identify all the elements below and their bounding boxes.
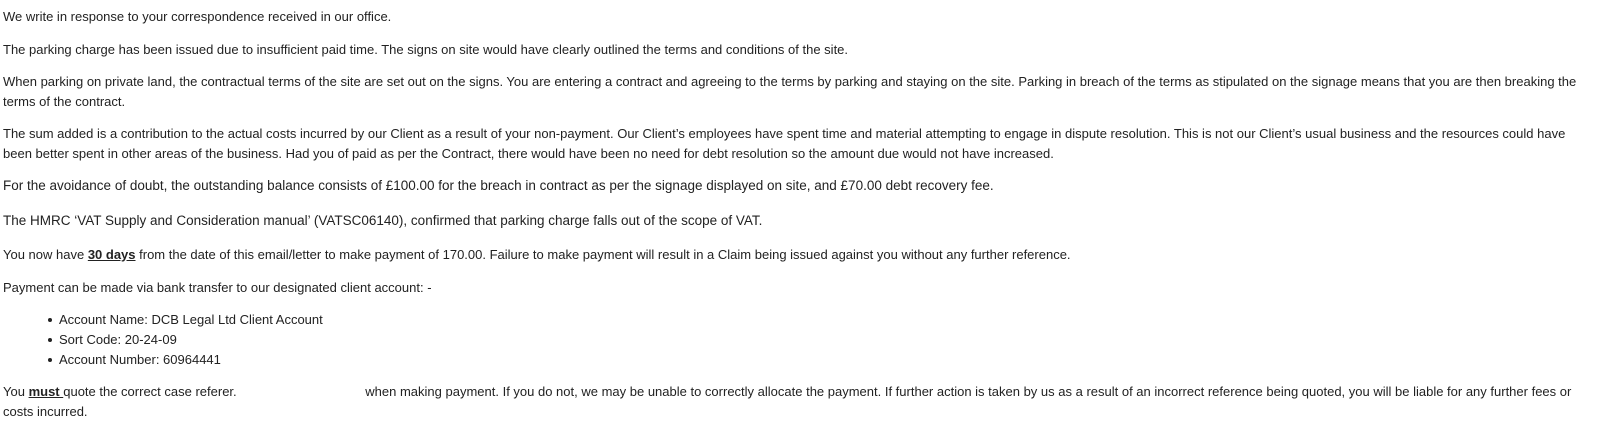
- account-number-text: Account Number: 60964441: [59, 352, 221, 367]
- bullet-icon: [48, 338, 52, 342]
- redacted-reference: [237, 386, 362, 398]
- reference-text-middle: quote the correct case referer.: [63, 384, 237, 399]
- paragraph-costs: The sum added is a contribution to the actual costs incurred by our Client as a result of your non-payment. Our Client’s employees have spent time and material attempting to engage in dispute resolution. This is not our Client’s usual business and the resources could have been better spent in other areas of the business. Had you of paid as per the Contract, there would have been no need for debt resolution so the amount due would not have increased.: [3, 126, 1566, 161]
- account-name-text: Account Name: DCB Legal Ltd Client Account: [59, 312, 323, 327]
- reference-emphasis: must: [28, 384, 64, 399]
- paragraph-contract-terms: When parking on private land, the contractual terms of the site are set out on the signs. You are entering a contract and agreeing to the terms by parking and staying on the site. Parking in breach of the terms as stipulated on the signage means that you are then breaking the terms of the contract.: [3, 74, 1577, 109]
- reference-text-after: when making payment. If you do not, we may be unable to correctly allocate the payment. If further action is taken by us as a result of an incorrect reference being quoted, you will be liable for any further fees or costs incurred.: [3, 384, 1572, 419]
- account-number-item: [59, 350, 1595, 370]
- deadline-text-after: from the date of this email/letter to make payment of 170.00. Failure to make payment will result in a Claim being issued against you without any further reference.: [135, 247, 1071, 262]
- bullet-icon: [48, 318, 52, 322]
- paragraph-charge-reason: The parking charge has been issued due to insufficient paid time. The signs on site would have clearly outlined the terms and conditions of the site.: [3, 41, 849, 57]
- bullet-icon: [48, 358, 52, 362]
- sort-code-item: [59, 330, 1595, 350]
- reference-text-before: You: [3, 384, 29, 399]
- paragraph-balance: For the avoidance of doubt, the outstanding balance consists of £100.00 for the breach in contract as per the signage displayed on site, and £70.00 debt recovery fee.: [3, 178, 994, 193]
- deadline-emphasis: 30 days: [87, 247, 136, 262]
- account-name-item: [59, 310, 1595, 330]
- paragraph-intro: We write in response to your correspondence received in our office.: [3, 9, 392, 24]
- account-details-list: [3, 310, 1595, 370]
- sort-code-text: Sort Code: 20-24-09: [59, 332, 177, 347]
- paragraph-reference: [3, 382, 1595, 421]
- paragraph-payment-method: Payment can be made via bank transfer to our designated client account: -: [3, 279, 432, 295]
- paragraph-vat: The HMRC ‘VAT Supply and Consideration manual’ (VATSC06140), confirmed that parking charge falls out of the scope of VAT.: [3, 212, 763, 228]
- paragraph-deadline: [3, 245, 1595, 265]
- deadline-text-before: You now have: [3, 247, 88, 262]
